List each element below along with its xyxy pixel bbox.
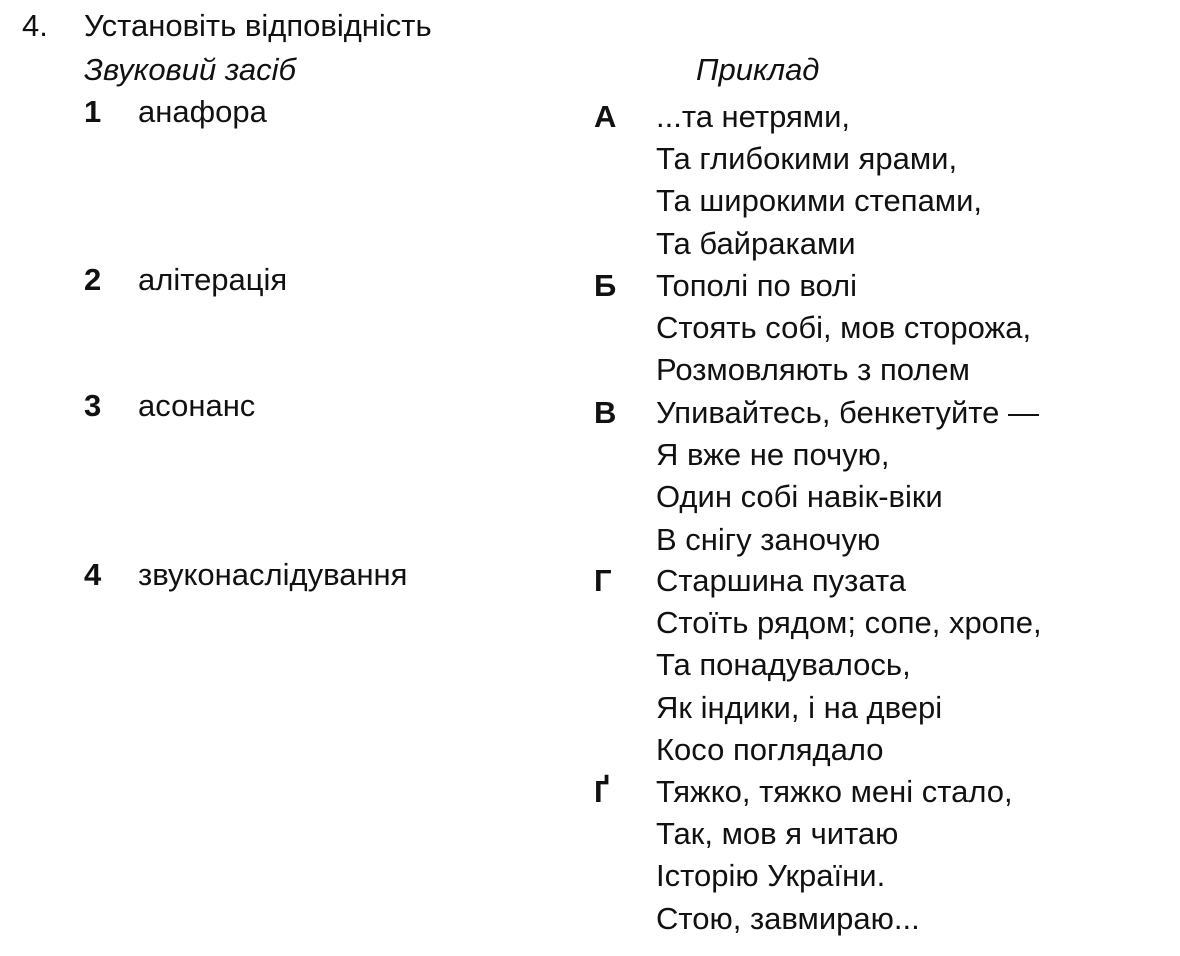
- example-line: Та глибокими ярами,: [656, 141, 958, 177]
- example-line: Та широкими степами,: [656, 183, 983, 219]
- example-letter: Г: [594, 563, 612, 598]
- example-line: Як індики, і на двері: [656, 689, 943, 725]
- example-line: Я вже не почую,: [656, 437, 890, 473]
- term-item-1: [84, 92, 267, 132]
- example-letter: В: [594, 395, 617, 430]
- example-line: Стоїть рядом; сопе, хропе,: [656, 605, 1042, 641]
- example-text: [656, 96, 982, 265]
- example-line: Так, мов я читаю: [656, 816, 899, 852]
- example-text: [656, 392, 1039, 561]
- example-line: В снігу заночую: [656, 521, 881, 557]
- task-number: 4.: [22, 8, 48, 43]
- example-g: [594, 771, 1013, 940]
- term-number: 4: [84, 557, 102, 592]
- example-line: Історію України.: [656, 858, 886, 894]
- term-label: звуконаслідування: [138, 557, 408, 592]
- term-number: 2: [84, 262, 102, 297]
- example-text: [656, 265, 1031, 392]
- example-line: ...та нетрями,: [656, 99, 850, 134]
- term-label: асонанс: [138, 388, 256, 423]
- example-b: [594, 265, 1031, 392]
- example-line: Косо поглядало: [656, 731, 884, 767]
- example-v: [594, 392, 1039, 561]
- example-h: [594, 560, 1042, 771]
- example-line: Один собі навік-віки: [656, 479, 943, 515]
- task-title: Установіть відповідність: [84, 8, 432, 43]
- example-letter: Б: [594, 268, 617, 303]
- example-a: [594, 96, 982, 265]
- term-item-4: [84, 555, 407, 595]
- example-line: Та байраками: [656, 225, 856, 261]
- example-line: Розмовляють з полем: [656, 352, 970, 388]
- column-heading-sound-device: Звуковий засіб: [84, 52, 296, 87]
- example-line: Тяжко, тяжко мені стало,: [656, 774, 1013, 809]
- example-letter: Ґ: [594, 774, 610, 809]
- term-label: алітерація: [138, 262, 288, 297]
- example-line: Та понадувалось,: [656, 647, 911, 683]
- example-line: Старшина пузата: [656, 563, 907, 598]
- example-text: [656, 771, 1013, 940]
- example-letter: А: [594, 99, 617, 134]
- example-line: Стою, завмираю...: [656, 900, 920, 936]
- term-label: анафора: [138, 94, 267, 129]
- example-line: Стоять собі, мов сторожа,: [656, 310, 1032, 346]
- column-heading-example: Приклад: [696, 52, 820, 87]
- term-item-2: [84, 260, 287, 300]
- term-number: 1: [84, 94, 102, 129]
- term-number: 3: [84, 388, 102, 423]
- example-line: Тополі по волі: [656, 268, 857, 303]
- term-item-3: [84, 386, 255, 426]
- task-header: [22, 6, 432, 46]
- example-line: Упивайтесь, бенкетуйте —: [656, 395, 1040, 430]
- example-text: [656, 560, 1042, 771]
